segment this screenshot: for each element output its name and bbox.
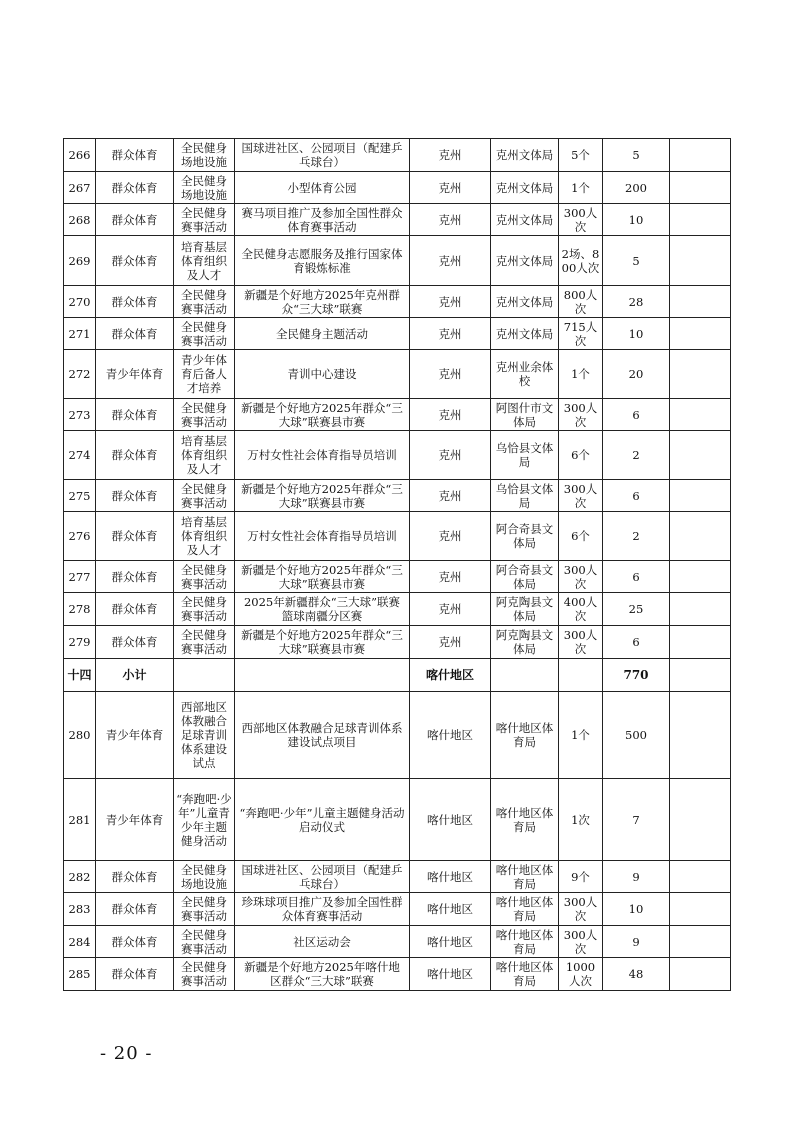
amount-cell: 5 [603, 236, 670, 286]
note-cell [670, 350, 731, 399]
unit-cell: 喀什地区体育局 [491, 958, 559, 991]
region-cell: 克州 [410, 431, 491, 480]
region-cell: 克州 [410, 626, 491, 659]
region-cell: 克州 [410, 139, 491, 172]
table-row [64, 318, 731, 350]
table-row [64, 958, 731, 991]
type-cell: 全民健身场地设施 [174, 172, 235, 204]
note-cell [670, 286, 731, 318]
unit-cell: 阿图什市文体局 [491, 399, 559, 431]
scale-cell: 6个 [559, 512, 603, 561]
type-cell: “奔跑吧·少年”儿童青少年主题健身活动 [174, 779, 235, 861]
type-cell: 全民健身赛事活动 [174, 626, 235, 659]
note-cell [670, 512, 731, 561]
row-number: 277 [64, 561, 96, 593]
region-cell: 克州 [410, 593, 491, 626]
category-cell: 群众体育 [96, 204, 174, 236]
note-cell [670, 893, 731, 926]
project-cell: 万村女性社会体育指导员培训 [235, 512, 410, 561]
project-cell: 新疆是个好地方2025年克州群众“三大球”联赛 [235, 286, 410, 318]
row-number: 275 [64, 480, 96, 512]
row-number: 279 [64, 626, 96, 659]
amount-cell: 10 [603, 318, 670, 350]
scale-cell: 800人次 [559, 286, 603, 318]
table-row [64, 561, 731, 593]
region-cell: 克州 [410, 480, 491, 512]
amount-cell: 6 [603, 561, 670, 593]
subtotal-empty-cell [491, 659, 559, 692]
type-cell: 全民健身赛事活动 [174, 593, 235, 626]
row-number: 269 [64, 236, 96, 286]
row-number: 266 [64, 139, 96, 172]
project-cell: 新疆是个好地方2025年群众“三大球”联赛县市赛 [235, 480, 410, 512]
project-cell: “奔跑吧·少年”儿童主题健身活动启动仪式 [235, 779, 410, 861]
scale-cell: 715人次 [559, 318, 603, 350]
unit-cell: 喀什地区体育局 [491, 926, 559, 958]
region-cell: 喀什地区 [410, 958, 491, 991]
scale-cell: 1个 [559, 350, 603, 399]
amount-cell: 48 [603, 958, 670, 991]
table-row [64, 139, 731, 172]
note-cell [670, 958, 731, 991]
row-number: 273 [64, 399, 96, 431]
scale-cell: 1个 [559, 172, 603, 204]
project-cell: 珍珠球项目推广及参加全国性群众体育赛事活动 [235, 893, 410, 926]
scale-cell: 400人次 [559, 593, 603, 626]
scale-cell: 6个 [559, 431, 603, 480]
region-cell: 喀什地区 [410, 692, 491, 779]
category-cell: 群众体育 [96, 318, 174, 350]
row-number: 272 [64, 350, 96, 399]
table-row [64, 861, 731, 893]
category-cell: 群众体育 [96, 926, 174, 958]
project-cell: 新疆是个好地方2025年群众“三大球”联赛县市赛 [235, 399, 410, 431]
row-number: 285 [64, 958, 96, 991]
scale-cell: 300人次 [559, 204, 603, 236]
table-body-subtotal [64, 659, 731, 692]
scale-cell: 5个 [559, 139, 603, 172]
type-cell: 全民健身赛事活动 [174, 561, 235, 593]
region-cell: 克州 [410, 350, 491, 399]
subtotal-label: 小计 [96, 659, 174, 692]
project-cell: 国球进社区、公园项目（配建乒乓球台） [235, 139, 410, 172]
note-cell [670, 139, 731, 172]
subtotal-empty-cell [235, 659, 410, 692]
category-cell: 青少年体育 [96, 779, 174, 861]
project-cell: 西部地区体教融合足球青训体系建设试点项目 [235, 692, 410, 779]
project-cell: 国球进社区、公园项目（配建乒乓球台） [235, 861, 410, 893]
note-cell [670, 236, 731, 286]
subtotal-empty-cell [174, 659, 235, 692]
table-row [64, 172, 731, 204]
note-cell [670, 399, 731, 431]
note-cell [670, 593, 731, 626]
scale-cell: 300人次 [559, 626, 603, 659]
subtotal-region: 喀什地区 [410, 659, 491, 692]
table-row [64, 779, 731, 861]
table-row [64, 692, 731, 779]
project-cell: 新疆是个好地方2025年群众“三大球”联赛县市赛 [235, 626, 410, 659]
amount-cell: 28 [603, 286, 670, 318]
type-cell: 全民健身赛事活动 [174, 480, 235, 512]
row-number: 278 [64, 593, 96, 626]
row-number: 280 [64, 692, 96, 779]
category-cell: 群众体育 [96, 236, 174, 286]
project-cell: 2025年新疆群众“三大球”联赛篮球南疆分区赛 [235, 593, 410, 626]
type-cell: 西部地区体教融合足球青训体系建设试点 [174, 692, 235, 779]
amount-cell: 25 [603, 593, 670, 626]
row-number: 270 [64, 286, 96, 318]
project-cell: 新疆是个好地方2025年喀什地区群众“三大球”联赛 [235, 958, 410, 991]
scale-cell: 300人次 [559, 399, 603, 431]
region-cell: 克州 [410, 236, 491, 286]
table-row [64, 350, 731, 399]
type-cell: 全民健身场地设施 [174, 861, 235, 893]
scale-cell: 300人次 [559, 561, 603, 593]
unit-cell: 阿合奇县文体局 [491, 512, 559, 561]
note-cell [670, 626, 731, 659]
region-cell: 克州 [410, 318, 491, 350]
subtotal-row [64, 659, 731, 692]
amount-cell: 6 [603, 399, 670, 431]
table-row [64, 926, 731, 958]
category-cell: 群众体育 [96, 431, 174, 480]
amount-cell: 5 [603, 139, 670, 172]
project-table [63, 138, 731, 991]
row-number: 284 [64, 926, 96, 958]
amount-cell: 200 [603, 172, 670, 204]
row-number: 282 [64, 861, 96, 893]
unit-cell: 阿克陶县文体局 [491, 626, 559, 659]
amount-cell: 10 [603, 893, 670, 926]
project-cell: 青训中心建设 [235, 350, 410, 399]
type-cell: 全民健身赛事活动 [174, 286, 235, 318]
region-cell: 喀什地区 [410, 779, 491, 861]
project-cell: 新疆是个好地方2025年群众“三大球”联赛县市赛 [235, 561, 410, 593]
table-row [64, 593, 731, 626]
row-number: 281 [64, 779, 96, 861]
amount-cell: 2 [603, 512, 670, 561]
unit-cell: 乌恰县文体局 [491, 480, 559, 512]
table-body-kashgar [64, 692, 731, 991]
note-cell [670, 692, 731, 779]
region-cell: 克州 [410, 286, 491, 318]
subtotal-no: 十四 [64, 659, 96, 692]
category-cell: 群众体育 [96, 561, 174, 593]
scale-cell: 1000人次 [559, 958, 603, 991]
type-cell: 全民健身赛事活动 [174, 399, 235, 431]
subtotal-empty-cell [670, 659, 731, 692]
type-cell: 全民健身赛事活动 [174, 926, 235, 958]
region-cell: 克州 [410, 399, 491, 431]
scale-cell: 1次 [559, 779, 603, 861]
row-number: 276 [64, 512, 96, 561]
table-row [64, 236, 731, 286]
type-cell: 全民健身赛事活动 [174, 893, 235, 926]
category-cell: 群众体育 [96, 958, 174, 991]
unit-cell: 阿克陶县文体局 [491, 593, 559, 626]
table-row [64, 512, 731, 561]
region-cell: 克州 [410, 204, 491, 236]
amount-cell: 500 [603, 692, 670, 779]
unit-cell: 乌恰县文体局 [491, 431, 559, 480]
category-cell: 青少年体育 [96, 350, 174, 399]
type-cell: 全民健身场地设施 [174, 139, 235, 172]
scale-cell: 300人次 [559, 480, 603, 512]
note-cell [670, 926, 731, 958]
amount-cell: 9 [603, 926, 670, 958]
region-cell: 喀什地区 [410, 893, 491, 926]
amount-cell: 6 [603, 626, 670, 659]
type-cell: 全民健身赛事活动 [174, 318, 235, 350]
region-cell: 克州 [410, 512, 491, 561]
project-cell: 赛马项目推广及参加全国性群众体育赛事活动 [235, 204, 410, 236]
row-number: 267 [64, 172, 96, 204]
category-cell: 青少年体育 [96, 692, 174, 779]
unit-cell: 克州文体局 [491, 286, 559, 318]
amount-cell: 9 [603, 861, 670, 893]
scale-cell: 300人次 [559, 893, 603, 926]
category-cell: 群众体育 [96, 286, 174, 318]
note-cell [670, 172, 731, 204]
amount-cell: 2 [603, 431, 670, 480]
type-cell: 青少年体育后备人才培养 [174, 350, 235, 399]
note-cell [670, 431, 731, 480]
table-row [64, 480, 731, 512]
amount-cell: 10 [603, 204, 670, 236]
project-cell: 全民健身主题活动 [235, 318, 410, 350]
subtotal-empty-cell [559, 659, 603, 692]
category-cell: 群众体育 [96, 512, 174, 561]
type-cell: 全民健身赛事活动 [174, 204, 235, 236]
note-cell [670, 318, 731, 350]
unit-cell: 喀什地区体育局 [491, 893, 559, 926]
table-row [64, 431, 731, 480]
table-row [64, 399, 731, 431]
unit-cell: 克州文体局 [491, 139, 559, 172]
category-cell: 群众体育 [96, 399, 174, 431]
amount-cell: 7 [603, 779, 670, 861]
table-row [64, 893, 731, 926]
scale-cell: 9个 [559, 861, 603, 893]
category-cell: 群众体育 [96, 593, 174, 626]
scale-cell: 2场、800人次 [559, 236, 603, 286]
unit-cell: 克州文体局 [491, 318, 559, 350]
table-row [64, 204, 731, 236]
type-cell: 培育基层体育组织及人才 [174, 431, 235, 480]
type-cell: 培育基层体育组织及人才 [174, 236, 235, 286]
unit-cell: 喀什地区体育局 [491, 861, 559, 893]
row-number: 271 [64, 318, 96, 350]
scale-cell: 300人次 [559, 926, 603, 958]
amount-cell: 6 [603, 480, 670, 512]
row-number: 283 [64, 893, 96, 926]
row-number: 268 [64, 204, 96, 236]
table-row [64, 286, 731, 318]
note-cell [670, 204, 731, 236]
category-cell: 群众体育 [96, 172, 174, 204]
category-cell: 群众体育 [96, 861, 174, 893]
page-number: - 20 - [100, 1043, 153, 1064]
type-cell: 全民健身赛事活动 [174, 958, 235, 991]
unit-cell: 克州文体局 [491, 204, 559, 236]
category-cell: 群众体育 [96, 893, 174, 926]
region-cell: 克州 [410, 172, 491, 204]
table-row [64, 626, 731, 659]
category-cell: 群众体育 [96, 626, 174, 659]
type-cell: 培育基层体育组织及人才 [174, 512, 235, 561]
unit-cell: 喀什地区体育局 [491, 779, 559, 861]
region-cell: 喀什地区 [410, 926, 491, 958]
unit-cell: 克州文体局 [491, 172, 559, 204]
project-cell: 小型体育公园 [235, 172, 410, 204]
table-body-kezhou [64, 139, 731, 659]
region-cell: 喀什地区 [410, 861, 491, 893]
unit-cell: 喀什地区体育局 [491, 692, 559, 779]
project-cell: 全民健身志愿服务及推行国家体育锻炼标准 [235, 236, 410, 286]
unit-cell: 阿合奇县文体局 [491, 561, 559, 593]
note-cell [670, 861, 731, 893]
subtotal-amount: 770 [603, 659, 670, 692]
unit-cell: 克州文体局 [491, 236, 559, 286]
row-number: 274 [64, 431, 96, 480]
project-cell: 社区运动会 [235, 926, 410, 958]
category-cell: 群众体育 [96, 139, 174, 172]
note-cell [670, 779, 731, 861]
scale-cell: 1个 [559, 692, 603, 779]
unit-cell: 克州业余体校 [491, 350, 559, 399]
region-cell: 克州 [410, 561, 491, 593]
amount-cell: 20 [603, 350, 670, 399]
note-cell [670, 561, 731, 593]
note-cell [670, 480, 731, 512]
project-cell: 万村女性社会体育指导员培训 [235, 431, 410, 480]
category-cell: 群众体育 [96, 480, 174, 512]
